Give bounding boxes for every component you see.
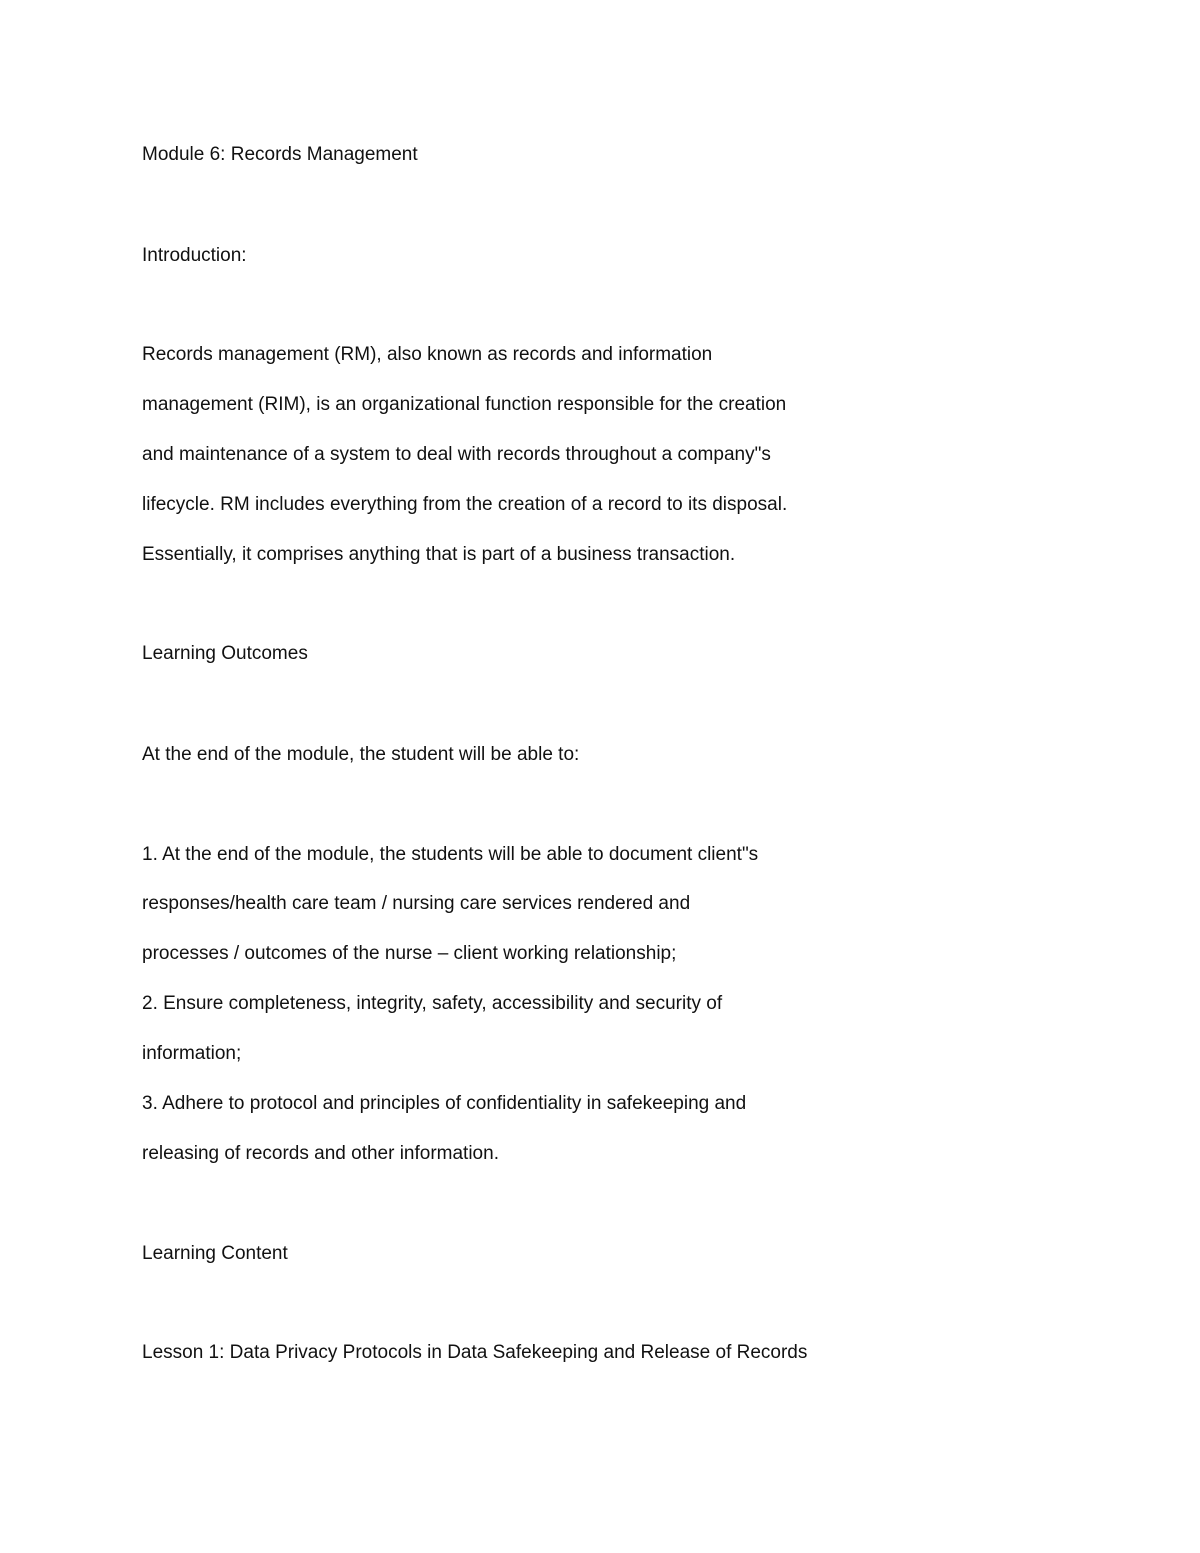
outcome-line-5: information; bbox=[142, 1043, 242, 1064]
intro-line-3: and maintenance of a system to deal with records throughout a company"s bbox=[142, 444, 771, 465]
intro-line-5: Essentially, it comprises anything that is part of a business transaction. bbox=[142, 544, 736, 565]
outcomes-intro: At the end of the module, the student will be able to: bbox=[142, 744, 580, 765]
learning-content-heading: Learning Content bbox=[142, 1243, 288, 1264]
outcome-line-1: 1. At the end of the module, the students will be able to document client"s bbox=[142, 844, 759, 865]
outcome-line-6: 3. Adhere to protocol and principles of confidentiality in safekeeping and bbox=[142, 1093, 747, 1114]
intro-line-4: lifecycle. RM includes everything from the creation of a record to its disposal. bbox=[142, 494, 788, 515]
outcome-line-2: responses/health care team / nursing care services rendered and bbox=[142, 893, 691, 914]
intro-line-2: management (RIM), is an organizational function responsible for the creation bbox=[142, 394, 787, 415]
document-title: Module 6: Records Management bbox=[142, 144, 418, 165]
outcome-line-3: processes / outcomes of the nurse – client working relationship; bbox=[142, 943, 677, 964]
outcome-line-4: 2. Ensure completeness, integrity, safety, accessibility and security of bbox=[142, 993, 723, 1014]
outcome-line-7: releasing of records and other information. bbox=[142, 1143, 499, 1164]
learning-outcomes-heading: Learning Outcomes bbox=[142, 643, 308, 664]
intro-line-1: Records management (RM), also known as records and information bbox=[142, 344, 713, 365]
lesson-title: Lesson 1: Data Privacy Protocols in Data Safekeeping and Release of Records bbox=[142, 1342, 808, 1363]
introduction-heading: Introduction: bbox=[142, 245, 247, 266]
